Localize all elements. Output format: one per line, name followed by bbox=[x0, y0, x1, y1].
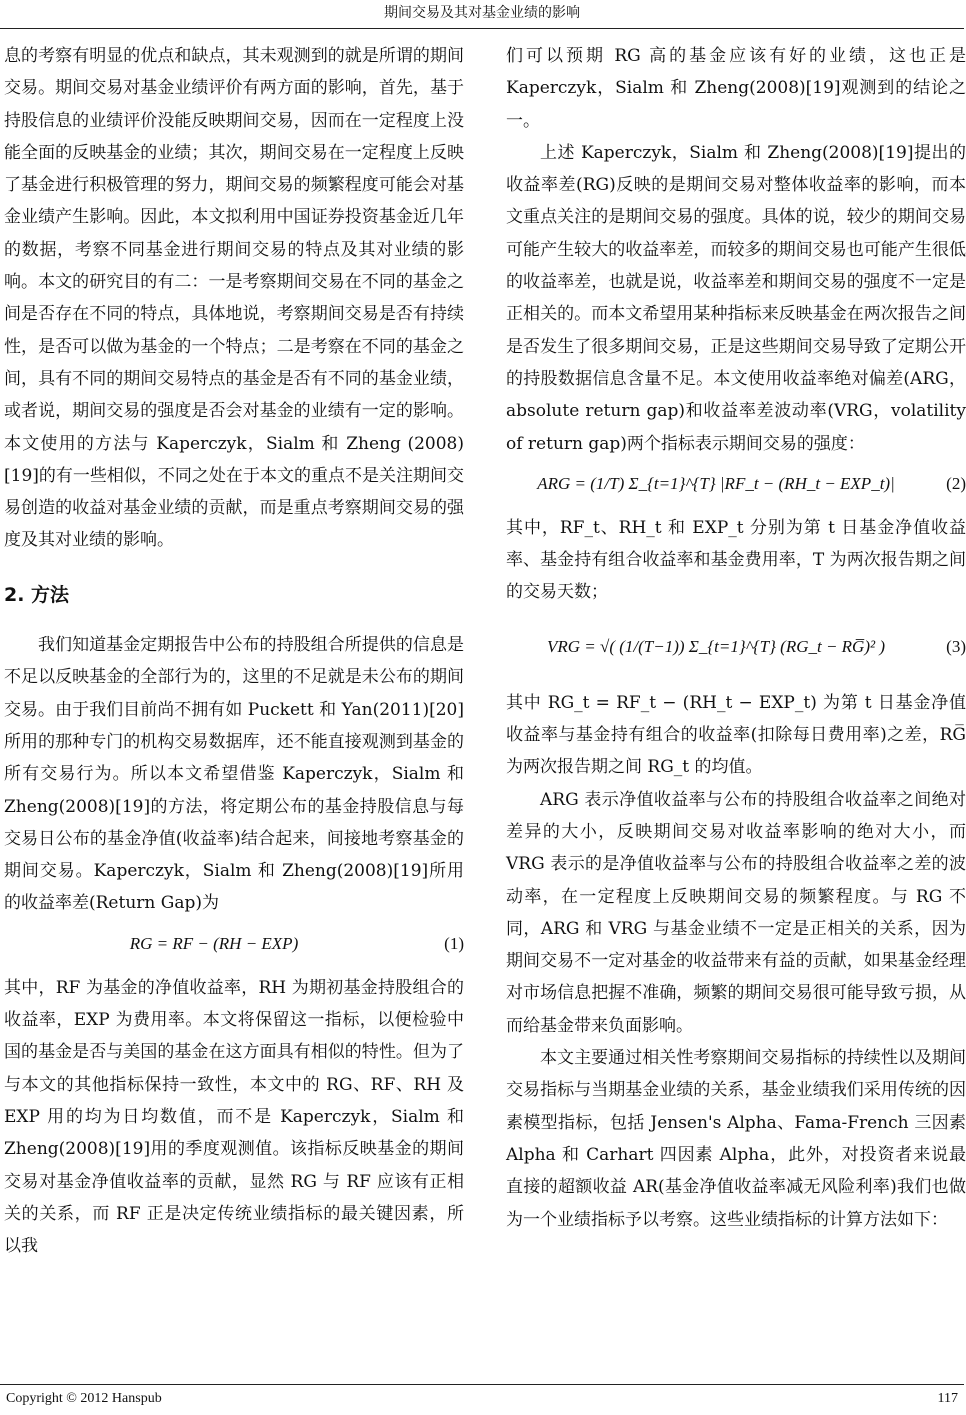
equation-1-body: RG = RF − (RH − EXP) bbox=[129, 933, 299, 953]
right-paragraph-4: 其中 RG_t = RF_t − (RH_t − EXP_t) 为第 t 日基金净值收益率与基金持有组合的收益率(扣除每日费用率)之差，RG̅ 为两次报告期之间 RG_t 的均值。 bbox=[506, 692, 966, 778]
right-paragraph-1: 们可以预期 RG 高的基金应该有好的业绩，这也正是 Kaperczyk，Sialm 和 Zheng(2008)[19]观测到的结论之一。 bbox=[506, 46, 966, 131]
right-column bbox=[506, 40, 966, 1236]
footer-copyright: Copyright © 2012 Hanspub bbox=[6, 1391, 162, 1406]
header-title: 期间交易及其对基金业绩的影响 bbox=[384, 5, 580, 21]
equation-2-number: (2) bbox=[946, 473, 966, 493]
equation-2 bbox=[506, 462, 966, 508]
right-paragraph-5: ARG 表示净值收益率与公布的持股组合收益率之间绝对差异的大小，反映期间交易对收益率影响的绝对大小，而 VRG 表示的是净值收益率与公布的持股组合收益率之差的波动率，在一定程度上反映期间交易的频繁程度。与 RG 不同，ARG 和 VRG 与基金业绩不一定是正相关的关系，因为期间交易不一定对基金的收益带来有益的贡献，如果基金经理对市场信息把握不准确，频繁的期间交易很可能导致亏损，从而给基金带来负面影响。 bbox=[506, 789, 966, 1036]
page-footer bbox=[0, 1384, 964, 1415]
left-paragraph-1: 息的考察有明显的优点和缺点，其未观测到的就是所谓的期间交易。期间交易对基金业绩评价有两方面的影响，首先，基于持股信息的业绩评价没能反映期间交易，因而在一定程度上没能全面的反映基金的业绩；其次，期间交易在一定程度上反映了基金进行积极管理的努力，期间交易的频繁程度可能会对基金业绩产生影响。因此，本文拟利用中国证券投资基金近几年的数据，考察不同基金进行期间交易的特点及其对业绩的影响。本文的研究目的有二：一是考察期间交易在不同的基金之间是否存在不同的特点，具体地说，考察期间交易是否有持续性，是否可以做为基金的一个特点；二是考察在不同的基金之间，具有不同的期间交易特点的基金是否有不同的基金业绩，或者说，期间交易的强度是否会对基金的业绩有一定的影响。本文使用的方法与 Kaperczyk，Sialm 和 Zheng (2008)[19]的有一些相似，不同之处在于本文的重点不是关注期间交易创造的收益对基金业绩的贡献，而是重点考察期间交易的强度及其对业绩的影响。 bbox=[4, 46, 464, 551]
left-column bbox=[4, 40, 464, 1262]
left-paragraph-2: 我们知道基金定期报告中公布的持股组合所提供的信息是不足以反映基金的全部行为的，这里的不足就是未公布的期间交易。由于我们目前尚不拥有如 Puckett 和 Yan(2011)[20]所用的那种专门的机构交易数据库，还不能直接观测到基金的所有交易行为。所以本文希望借鉴 Kaperczyk，Sialm 和 Zheng(2008)[19]的方法，将定期公布的基金持股信息与每交易日公布的基金净值(收益率)结合起来，间接地考察基金的期间交易。Kaperczyk，Sialm 和 Zheng(2008)[19]所用的收益率差(Return Gap)为 bbox=[4, 635, 464, 914]
right-paragraph-6: 本文主要通过相关性考察期间交易指标的持续性以及期间交易指标与当期基金业绩的关系，基金业绩我们采用传统的因素模型指标，包括 Jensen's Alpha、Fama-French 三因素 Alpha 和 Carhart 四因素 Alpha，此外，对投资者来说最直接的超额收益 AR(基金净值收益率减无风险利率)我们也做为一个业绩指标予以考察。这些业绩指标的计算方法如下： bbox=[506, 1048, 966, 1230]
running-header bbox=[0, 0, 964, 29]
equation-3 bbox=[506, 611, 966, 683]
equation-3-body: VRG = √( (1/(T−1)) Σ_{t=1}^{T} (RG_t − RG̅)² ) bbox=[546, 636, 886, 656]
right-paragraph-3: 其中，RF_t、RH_t 和 EXP_t 分别为第 t 日基金净值收益率、基金持有组合收益率和基金费用率，T 为两次报告期之间的交易天数； bbox=[506, 517, 966, 603]
equation-3-number: (3) bbox=[946, 636, 966, 656]
equation-2-body: ARG = (1/T) Σ_{t=1}^{T} |RF_t − (RH_t − EXP_t)| bbox=[537, 473, 895, 493]
equation-1-number: (1) bbox=[444, 933, 464, 953]
left-paragraph-3: 其中，RF 为基金的净值收益率，RH 为期初基金持股组合的收益率，EXP 为费用率。本文将保留这一指标，以便检验中国的基金是否与美国的基金在这方面具有相似的特性。但为了与本文的其他指标保持一致性，本文中的 RG、RF、RH 及 EXP 用的均为日均数值，而不是 Kaperczyk，Sialm 和 Zheng(2008)[19]用的季度观测值。该指标反映基金的期间交易对基金净值收益率的贡献，显然 RG 与 RF 应该有正相关的关系，而 RF 正是决定传统业绩指标的最关键因素，所以我 bbox=[4, 977, 464, 1257]
right-paragraph-2: 上述 Kaperczyk，Sialm 和 Zheng(2008)[19]提出的收益率差(RG)反映的是期间交易对整体收益率的影响，而本文重点关注的是期间交易的强度。具体的说，较少的期间交易可能产生较大的收益率差，而较多的期间交易也可能产生很低的收益率差，也就是说，收益率差和期间交易的强度不一定是正相关的。而本文希望用某种指标来反映基金在两次报告之间是否发生了很多期间交易，正是这些期间交易导致了定期公开的持股数据信息含量不足。本文使用收益率绝对偏差(ARG，absolute return gap)和收益率差波动率(VRG，volatility of return gap)两个指标表示期间交易的强度： bbox=[506, 142, 966, 454]
equation-1 bbox=[4, 922, 464, 968]
page-number: 117 bbox=[937, 1391, 958, 1406]
section-heading: 2. 方法 bbox=[4, 583, 70, 606]
